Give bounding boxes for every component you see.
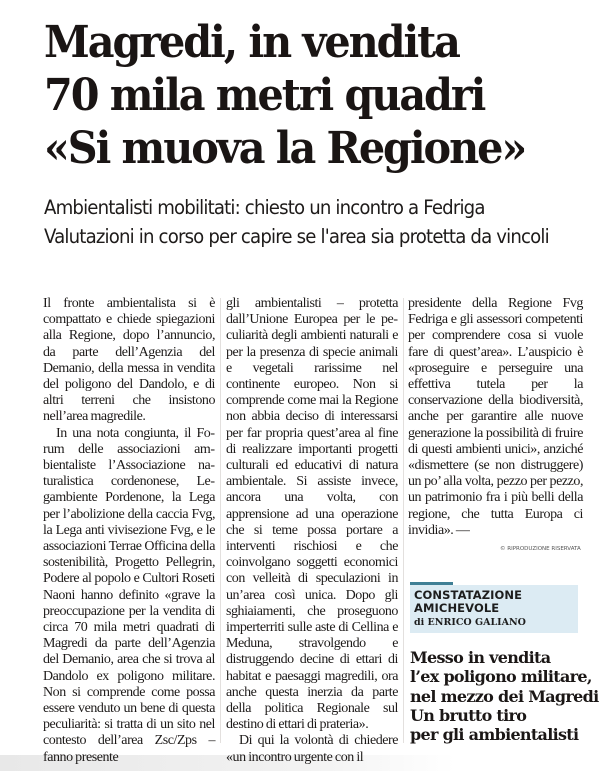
headline-line: Magredi, in vendita bbox=[44, 17, 459, 68]
headline-line: «Si muova la Regione» bbox=[44, 123, 526, 174]
headline-line: 70 mila metri quadri bbox=[44, 70, 485, 121]
column-divider bbox=[220, 298, 221, 743]
copyright-notice: © RIPRODUZIONE RISERVATA bbox=[500, 546, 581, 552]
rubric-title-line: CONSTATAZIONE bbox=[414, 588, 523, 602]
side-title-line: nel mezzo dei Magredi bbox=[410, 686, 599, 706]
side-title-line: l’ex poligono militare, bbox=[410, 667, 592, 687]
column-divider bbox=[403, 298, 404, 743]
rubric-title bbox=[414, 589, 578, 615]
side-title-line: Un brutto tiro bbox=[410, 705, 527, 725]
article-paragraph: gli ambientalisti – protetta dall’Unione Europea per le peculiarità degli ambienti naturali e per la presenza di specie animali e vegetali rarissime nel continente europeo. Non si comprende come mai la Regione non abbia deciso di interessarsi per far propria quest’area al fine di realizzare importanti progetti culturali ed educativi di natura ambientale. Si assiste invece, ancora una volta, con apprensione ad una operazione che si teme possa portare a interventi rischiosi e che coinvolgano soggetti economici con velleità di speculazioni in un’area così unica. Dopo gli sghiaiamenti, che proseguono imperterriti sulle aste di Cellina e Meduna, stravolgendo e distruggendo decine di ettari di habitat e paesaggi magredili, ora anche questa inerzia da parte della politica Regionale sul destino di ettari di prateria». bbox=[226, 296, 398, 733]
article-paragraph: Il fronte ambientalista si è compattato e chiede spiegazioni alla Regione, dopo l’annuncio, da parte dell’Agenzia del Demanio, della messa in vendita del poligono del Dandolo, e di altri terreni che insistono nell’area magredile. bbox=[43, 296, 215, 425]
rubric-author: di ENRICO GALIANO bbox=[414, 617, 526, 628]
subheadline bbox=[44, 193, 565, 251]
side-article-title bbox=[410, 648, 600, 744]
headline bbox=[44, 16, 570, 175]
rubric-box bbox=[410, 585, 578, 633]
article-paragraph: In una nota congiunta, il Forum delle associazioni ambientaliste l’Associazione naturalistica cordenonese, Legambiente Pordenone, la Lega per l’abolizione della caccia Fvg, la Lega anti vivisezione Fvg, e le associazioni Terrae Officina della sostenibilità, Progetto Pellegrin, Podere al popolo e Cultori Roseti Naoni hanno definito «grave la preoccupazione per la vendita di circa 70 mila metri quadrati di Magredi da parte dell’Agenzia del Demanio, area che si trova al Dandolo ex poligono militare. Non si comprende come possa essere venduto un bene di questa peculiarità: si tratta di un sito nel contesto dell’area Zsc/Zps – fanno presente bbox=[43, 425, 215, 765]
side-title-line: per gli ambientalisti bbox=[410, 725, 579, 745]
article-column-2 bbox=[226, 296, 398, 766]
rubric-title-line: AMICHEVOLE bbox=[414, 601, 500, 615]
side-title-line: Messo in vendita bbox=[410, 648, 551, 667]
subheadline-line: Ambientalisti mobilitati: chiesto un incontro a Fedriga bbox=[44, 196, 485, 219]
article-column-1 bbox=[43, 296, 215, 766]
article-column-3 bbox=[408, 296, 583, 539]
article-paragraph: presidente della Regione Fvg Fedriga e gli assessori competenti per comprendere cosa si vuole fare di quest’area». L’auspicio è «proseguire e perseguire una effettiva tutela per la conservazione della biodiversità, anche per garantire alle nuove generazione la possibilità di fruire di questi ambienti unici», anziché «dismettere (se non distruggere) un po’ alla volta, pezzo per pezzo, un patrimonio fra i più belli della regione, che tutta Europa ci invidia». — bbox=[408, 296, 583, 538]
article-paragraph: Di qui la volontà di chiedere «un incontro urgente con il bbox=[226, 733, 398, 765]
subheadline-line: Valutazioni in corso per capire se l'area sia protetta da vincoli bbox=[44, 225, 549, 248]
